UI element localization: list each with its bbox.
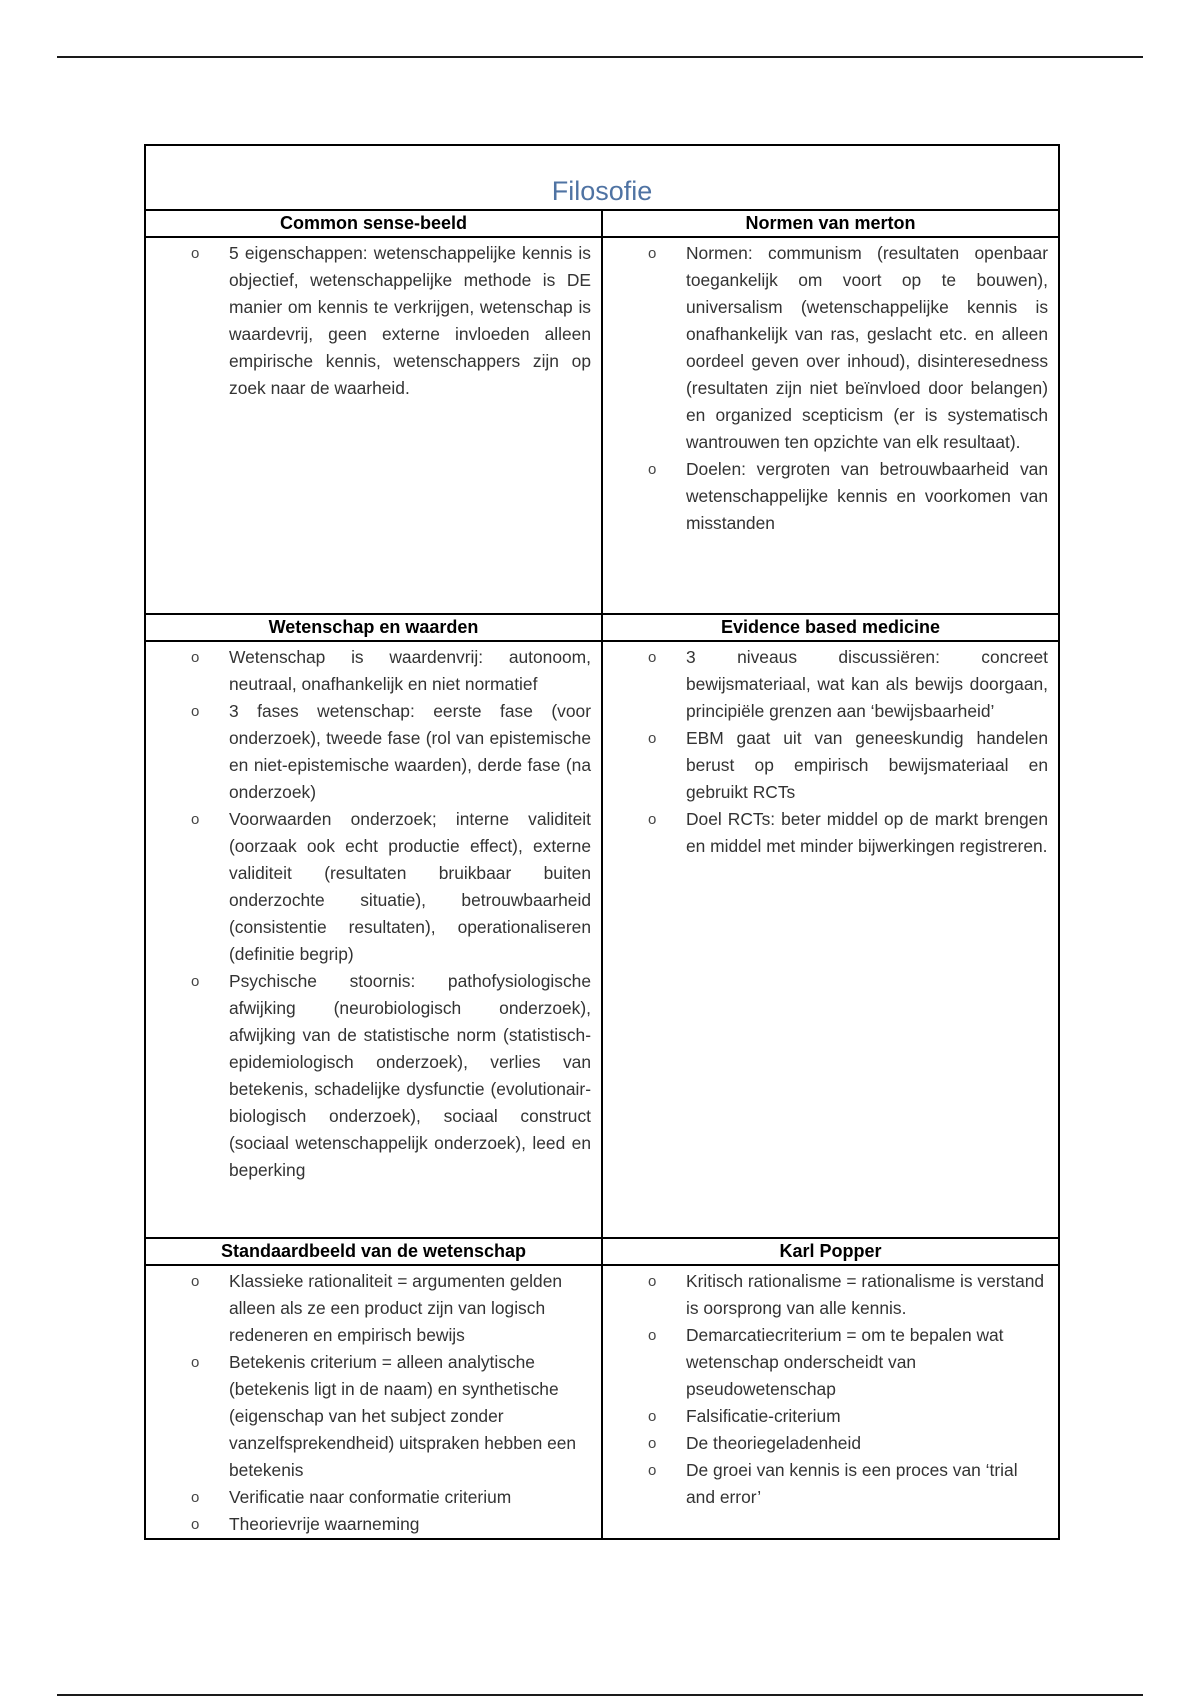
bullet-icon: o	[648, 245, 657, 262]
bullet-list	[146, 1266, 601, 1538]
list-item: o Doel RCTs: beter middel op de markt brengen en middel met minder bijwerkingen registreren.	[603, 806, 1048, 860]
section-body-wetenschap-waarden	[145, 641, 602, 1238]
list-item: o 5 eigenschappen: wetenschappelijke kennis is objectief, wetenschappelijke methode is DE manier om kennis te verkrijgen, wetenschap is waardevrij, geen externe invloeden alleen empirische kennis, wetenschappers zijn op zoek naar de waarheid.	[146, 240, 591, 402]
bullet-icon: o	[648, 1408, 657, 1425]
bullet-icon: o	[648, 461, 657, 478]
list-item: o Betekenis criterium = alleen analytische (betekenis ligt in de naam) en synthetische (eigenschap van het subject zonder vanzelfsprekendheid) uitspraken hebben een betekenis	[146, 1349, 591, 1484]
bullet-icon: o	[191, 1489, 200, 1506]
list-item: o Demarcatiecriterium = om te bepalen wat wetenschap onderscheidt van pseudowetenschap	[603, 1322, 1048, 1403]
section-body-standaardbeeld	[145, 1265, 602, 1539]
bullet-list	[146, 238, 601, 402]
list-item: o Theorievrije waarneming	[146, 1511, 591, 1538]
section-body-karl-popper	[602, 1265, 1059, 1539]
bullet-icon: o	[648, 811, 657, 828]
section-heading-standaardbeeld: Standaardbeeld van de wetenschap	[145, 1238, 602, 1265]
philosophy-table	[144, 144, 1060, 1540]
bullet-list	[603, 238, 1058, 537]
table-title-cell	[145, 145, 1059, 210]
section-heading-merton: Normen van merton	[602, 210, 1059, 237]
bullet-icon: o	[648, 649, 657, 666]
bullet-icon: o	[648, 730, 657, 747]
list-item: o De groei van kennis is een proces van ‘trial and error’	[603, 1457, 1048, 1511]
section-heading-karl-popper: Karl Popper	[602, 1238, 1059, 1265]
section-heading-wetenschap-waarden: Wetenschap en waarden	[145, 614, 602, 641]
bullet-icon: o	[648, 1327, 657, 1344]
bullet-icon: o	[648, 1435, 657, 1452]
bullet-icon: o	[191, 1516, 200, 1533]
list-item: o 3 niveaus discussiëren: concreet bewijsmateriaal, wat kan als bewijs doorgaan, principiële grenzen aan ‘bewijsbaarheid’	[603, 644, 1048, 725]
list-item: o Doelen: vergroten van betrouwbaarheid van wetenschappelijke kennis en voorkomen van misstanden	[603, 456, 1048, 537]
list-item: o Normen: communism (resultaten openbaar toegankelijk om voort op te bouwen), universalism (wetenschappelijke kennis is onafhankelijk van ras, geslacht etc. en alleen oordeel geven over inhoud), disinteresedness (resultaten zijn niet beïnvloed door belangen) en organized scepticism (er is systematisch wantrouwen ten opzichte van elk resultaat).	[603, 240, 1048, 456]
list-item: o EBM gaat uit van geneeskundig handelen berust op empirisch bewijsmateriaal en gebruikt RCTs	[603, 725, 1048, 806]
list-item: o Klassieke rationaliteit = argumenten gelden alleen als ze een product zijn van logisch redeneren en empirisch bewijs	[146, 1268, 591, 1349]
footer-rule	[57, 1694, 1143, 1696]
bullet-icon: o	[191, 811, 200, 828]
bullet-list	[603, 1266, 1058, 1511]
list-item: o Kritisch rationalisme = rationalisme is verstand is oorsprong van alle kennis.	[603, 1268, 1048, 1322]
list-item: o Psychische stoornis: pathofysiologische afwijking (neurobiologisch onderzoek), afwijking van de statistische norm (statistisch-epidemiologisch onderzoek), verlies van betekenis, schadelijke dysfunctie (evolutionair-biologisch onderzoek), sociaal construct (sociaal wetenschappelijk onderzoek), leed en beperking	[146, 968, 591, 1184]
header-rule	[57, 56, 1143, 58]
bullet-list	[146, 642, 601, 1184]
section-body-ebm	[602, 641, 1059, 1238]
section-heading-ebm: Evidence based medicine	[602, 614, 1059, 641]
list-item: o Verificatie naar conformatie criterium	[146, 1484, 591, 1511]
bullet-icon: o	[191, 1273, 200, 1290]
list-item: o De theoriegeladenheid	[603, 1430, 1048, 1457]
bullet-icon: o	[191, 703, 200, 720]
bullet-list	[603, 642, 1058, 860]
bullet-icon: o	[191, 1354, 200, 1371]
bullet-icon: o	[648, 1273, 657, 1290]
table-title: Filosofie	[551, 176, 653, 206]
list-item: o Falsificatie-criterium	[603, 1403, 1048, 1430]
section-heading-common-sense: Common sense-beeld	[145, 210, 602, 237]
section-body-common-sense	[145, 237, 602, 614]
section-body-merton	[602, 237, 1059, 614]
list-item: o Wetenschap is waardenvrij: autonoom, neutraal, onafhankelijk en niet normatief	[146, 644, 591, 698]
bullet-icon: o	[191, 973, 200, 990]
bullet-icon: o	[648, 1462, 657, 1479]
list-item: o 3 fases wetenschap: eerste fase (voor onderzoek), tweede fase (rol van epistemische en niet-epistemische waarden), derde fase (na onderzoek)	[146, 698, 591, 806]
bullet-icon: o	[191, 245, 200, 262]
list-item: o Voorwaarden onderzoek; interne validiteit (oorzaak ook echt productie effect), externe validiteit (resultaten bruikbaar buiten onderzochte situatie), betrouwbaarheid (consistentie resultaten), operationaliseren (definitie begrip)	[146, 806, 591, 968]
bullet-icon: o	[191, 649, 200, 666]
